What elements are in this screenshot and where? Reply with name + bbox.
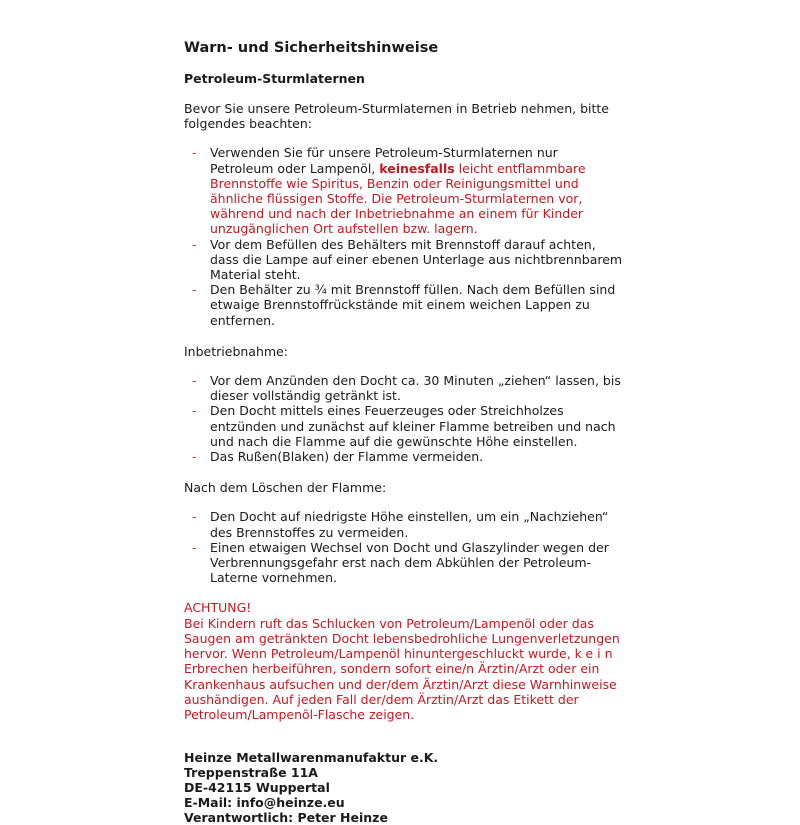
document-title: Warn- und Sicherheitshinweise: [184, 40, 439, 56]
list-item: [184, 403, 624, 449]
item-text: Den Behälter zu ¾ mit Brennstoff füllen. Nach dem Befüllen sind etwaige Brennstoffrückstände mit einem weichen Lappen zu entfernen.: [210, 282, 616, 328]
document-subtitle: Petroleum-Sturmlaternen: [184, 71, 365, 86]
item-text: Den Docht auf niedrigste Höhe einstellen, um ein „Nachziehen“ des Brennstoffes zu vermeiden.: [210, 509, 609, 540]
section-heading-inbetriebnahme: Inbetriebnahme:: [184, 343, 288, 359]
warning-spaced-word: kein: [574, 646, 617, 662]
item-red-text: leicht entflammbare Brennstoffe wie Spiritus, Benzin oder Reinigungsmittel und ähnliche flüssigen Stoffe. Die Petroleum-Sturmlaternen vor, während und nach der Inbetriebnahme an einem für Kinder unzugänglichen Ort aufstellen bzw. lagern.: [210, 160, 586, 237]
list-item: [184, 373, 624, 403]
list-item: [184, 509, 624, 539]
list-item: [184, 449, 624, 464]
company-responsible: Verantwortlich: Peter Heinze: [184, 810, 388, 825]
dash-bullet-icon: -: [192, 236, 197, 252]
item-text: Verwenden Sie für unsere Petroleum-Sturmlaternen nur Petroleum oder Lampenöl,: [210, 145, 558, 176]
company-email: E-Mail: info@heinze.eu: [184, 795, 345, 811]
item-text: Einen etwaigen Wechsel von Docht und Glaszylinder wegen der Verbrennungsgefahr erst nach dem Abkühlen der Petroleum-Laterne vornehmen.: [210, 539, 609, 586]
list-item: [184, 282, 624, 328]
item-text: Den Docht mittels eines Feuerzeuges oder Streichholzes entzünden und zunächst auf kleiner Flamme betreiben und nach und nach die Flamme auf die gewünschte Höhe einstellen.: [210, 403, 616, 449]
company-city: DE-42115 Wuppertal: [184, 780, 330, 796]
company-address: [184, 750, 624, 825]
emphasis-text: keinesfalls: [379, 160, 455, 176]
dash-bullet-icon: -: [192, 282, 197, 298]
operation-list: [184, 373, 624, 464]
item-text: Vor dem Anzünden den Docht ca. 30 Minuten „ziehen“ lassen, bis dieser vollständig getränkt ist.: [210, 373, 621, 404]
warning-heading: ACHTUNG!: [184, 600, 252, 616]
list-item: [184, 145, 624, 236]
warning-text-before: Bei Kindern ruft das Schlucken von Petroleum/Lampenöl oder das Saugen am getränkten Docht lebensbedrohliche Lungenverletzungen hervor. Wenn Petroleum/Lampenöl hinuntergeschluckt wurde,: [184, 615, 620, 662]
dash-bullet-icon: -: [192, 403, 197, 419]
list-item: [184, 237, 624, 283]
item-text: Das Rußen(Blaken) der Flamme vermeiden.: [210, 449, 484, 465]
warning-block: [184, 600, 624, 722]
section-heading-loeschen: Nach dem Löschen der Flamme:: [184, 480, 387, 496]
dash-bullet-icon: -: [192, 509, 197, 525]
preparation-list: [184, 145, 624, 327]
dash-bullet-icon: -: [192, 449, 197, 465]
dash-bullet-icon: -: [192, 373, 197, 389]
company-street: Treppenstraße 11A: [184, 765, 318, 781]
company-name: Heinze Metallwarenmanufaktur e.K.: [184, 750, 439, 766]
dash-bullet-icon: -: [192, 145, 197, 161]
extinguish-list: [184, 509, 624, 585]
warning-text-after: Erbrechen herbeiführen, sondern sofort eine/n Ärztin/Arzt oder ein Krankenhaus aufsuchen und der/dem Ärztin/Arzt diese Warnhinweise aushändigen. Auf jeden Fall der/dem Ärztin/Arzt das Etikett der Petroleum/Lampenöl-Flasche zeigen.: [184, 661, 617, 722]
dash-bullet-icon: -: [192, 539, 197, 555]
intro-paragraph: Bevor Sie unsere Petroleum-Sturmlaternen in Betrieb nehmen, bitte folgendes beachten:: [184, 101, 609, 132]
list-item: [184, 540, 624, 586]
item-text: Vor dem Befüllen des Behälters mit Brennstoff darauf achten, dass die Lampe auf einer ebenen Unterlage aus nichtbrennbarem Material steht.: [210, 236, 623, 283]
document-page: [184, 38, 624, 825]
